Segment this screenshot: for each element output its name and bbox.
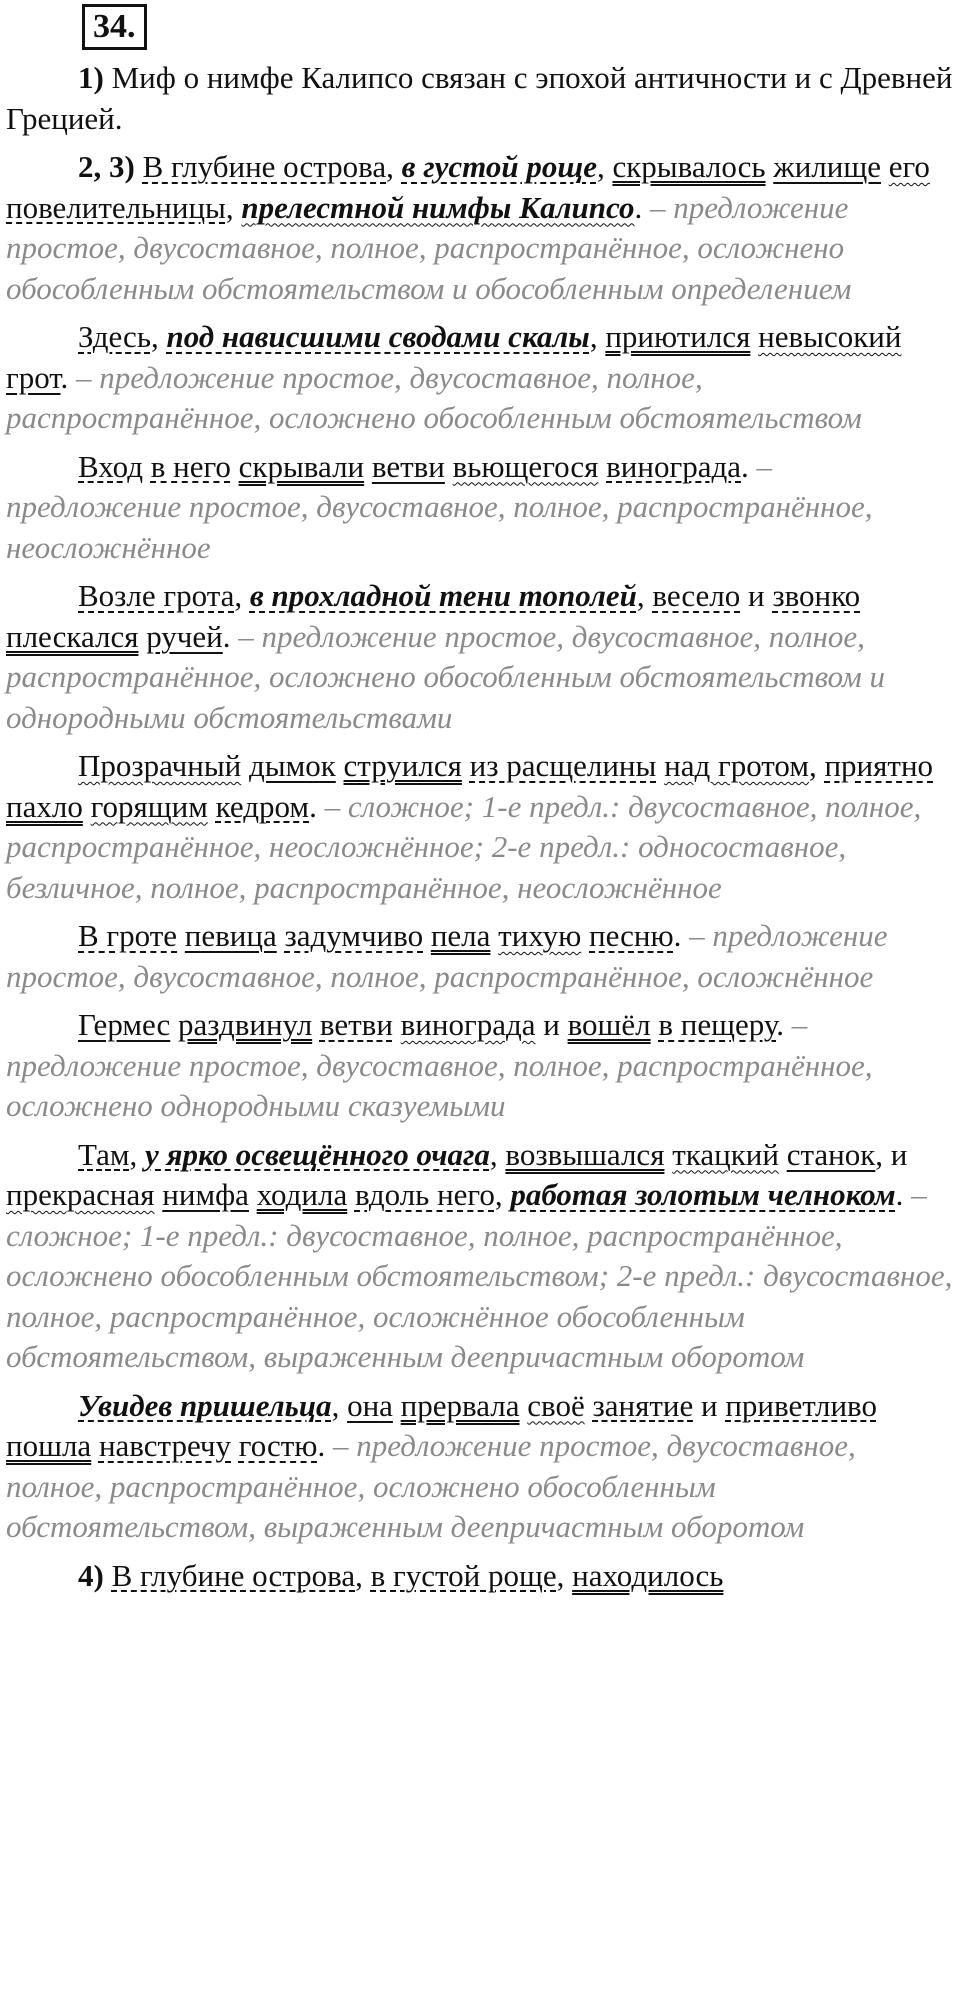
sentence-paragraph bbox=[6, 1135, 954, 1378]
sentence-member-predicate: ходила bbox=[256, 1177, 348, 1212]
punctuation bbox=[208, 789, 216, 824]
punctuation bbox=[170, 1007, 178, 1042]
sentence-member-predicate: плескался bbox=[6, 618, 139, 654]
punctuation bbox=[231, 449, 239, 484]
sentence-member-object-or-adverbial: навстречу bbox=[98, 1428, 232, 1463]
punctuation bbox=[445, 449, 453, 484]
sentence-member-predicate: пела bbox=[430, 918, 491, 953]
punctuation: , bbox=[355, 1557, 371, 1593]
sentence-member-object-or-adverbial: гостю bbox=[238, 1428, 318, 1463]
punctuation bbox=[364, 449, 372, 484]
task-1-label: 1) bbox=[78, 60, 104, 95]
punctuation: , bbox=[808, 748, 825, 783]
punctuation: , bbox=[489, 1136, 506, 1172]
sentence-member-object-or-adverbial: вдоль него bbox=[354, 1177, 495, 1212]
punctuation: . bbox=[60, 359, 69, 395]
sentence-member-predicate: находилось bbox=[572, 1557, 724, 1593]
sentence-paragraph bbox=[6, 147, 954, 309]
sentence-member-object-or-adverbial: Возле грота bbox=[78, 578, 235, 613]
task-4-label: 4) bbox=[78, 1557, 104, 1593]
sentence-analysis: – сложное; 1-е предл.: двусоставное, полное, распространённое, неосложнённое; 2-е предл.: односоставное, безличное, полное, распространённое, неосложнённое bbox=[6, 788, 922, 905]
punctuation: . bbox=[634, 189, 643, 225]
sentence-paragraph bbox=[6, 1005, 954, 1127]
sentence-member-object-or-adverbial: приветливо bbox=[725, 1387, 877, 1423]
sentence-member-subject: Гермес bbox=[78, 1007, 171, 1042]
sentence-member-isolated-adverbial: у ярко освещённого очага bbox=[145, 1136, 490, 1172]
punctuation bbox=[750, 319, 758, 354]
sentence-paragraph bbox=[6, 746, 954, 908]
sentence-member-predicate: пахло bbox=[6, 788, 83, 824]
sentence-member-isolated-adverbial: Увидев пришельца bbox=[78, 1387, 332, 1423]
sentence-analysis: – предложение простое, двусоставное, полное, распространённое, осложнённое bbox=[6, 918, 888, 994]
sentence-member-attribute: Прозрачный bbox=[78, 748, 242, 783]
sentence-member-subject: ручей bbox=[146, 618, 223, 654]
sentence-member-object-or-adverbial: Вход bbox=[78, 448, 143, 484]
sentence-member-object-or-adverbial: занятие bbox=[592, 1387, 694, 1423]
sentence-member-object-or-adverbial: В гроте bbox=[78, 918, 178, 953]
punctuation bbox=[83, 789, 91, 824]
punctuation: , bbox=[596, 149, 613, 184]
punctuation: , bbox=[129, 1136, 146, 1172]
punctuation bbox=[249, 1177, 257, 1212]
task-4-paragraph bbox=[6, 1556, 954, 1597]
sentence-member-object-or-adverbial: В глубине острова bbox=[142, 149, 387, 184]
punctuation: , bbox=[636, 578, 653, 613]
punctuation: . bbox=[776, 1007, 784, 1042]
punctuation bbox=[598, 449, 606, 484]
sentence-member-predicate: пошла bbox=[6, 1428, 92, 1463]
punctuation: . bbox=[222, 618, 231, 654]
sentence-list bbox=[6, 147, 954, 1548]
punctuation bbox=[91, 1428, 99, 1463]
punctuation: . bbox=[673, 918, 682, 953]
sentence-analysis: – предложение простое, двусоставное, полное, распространённое, неосложнённое bbox=[6, 448, 873, 565]
sentence-member-object-or-adverbial: кедром bbox=[215, 788, 310, 824]
sentence-member-predicate: вошёл bbox=[567, 1007, 651, 1042]
punctuation: . bbox=[309, 788, 317, 824]
task-4-text bbox=[112, 1558, 724, 1593]
sentence-member-object-or-adverbial: весело bbox=[652, 578, 741, 613]
sentence-member-isolated-adverbial: работая золотым челноком bbox=[510, 1177, 896, 1212]
sentence-analysis: – предложение простое, двусоставное, полное, распространённое, осложнено обособленным обстоятельством, выраженным деепричастным оборотом bbox=[6, 1428, 856, 1544]
punctuation bbox=[336, 748, 344, 783]
punctuation bbox=[656, 748, 664, 783]
sentence-analysis: – предложение простое, двусоставное, полное, распространённое, осложнено однородными сказуемыми bbox=[6, 1007, 873, 1123]
sentence-analysis: – предложение простое, двусоставное, полное, распространённое, осложнено обособленным обстоятельством и однородными обстоятельствами bbox=[6, 618, 886, 735]
punctuation bbox=[393, 1388, 401, 1423]
sentence-member-predicate: прервала bbox=[400, 1387, 520, 1423]
sentence-paragraph bbox=[6, 576, 954, 738]
sentence-member-subject: она bbox=[347, 1387, 393, 1423]
punctuation: , bbox=[234, 578, 250, 613]
sentence-member-attribute: прекрасная bbox=[6, 1177, 155, 1212]
punctuation bbox=[423, 918, 431, 953]
document-page bbox=[6, 0, 954, 1596]
sentence-member-object-or-adverbial: приятно bbox=[824, 748, 934, 783]
sentence-member-object-or-adverbial: задумчиво bbox=[284, 918, 424, 953]
punctuation: . bbox=[895, 1177, 904, 1212]
punctuation: , bbox=[589, 319, 606, 354]
sentence-member-predicate: приютился bbox=[605, 319, 751, 354]
sentence-member-attribute: вьющегося bbox=[452, 448, 599, 484]
sentence-member-subject: певица bbox=[184, 918, 277, 953]
sentence-member-predicate: возвышался bbox=[505, 1136, 665, 1172]
sentence-analysis: – сложное; 1-е предл.: двусоставное, полное, распространённое, осложнено обособленным обстоятельством; 2-е предл.: двусоставное, полное, распространённое, осложнённое обособленным обстоятельством, выраженным деепричастным оборотом bbox=[6, 1177, 953, 1374]
sentence-member-object-or-adverbial: в густой роще bbox=[370, 1557, 557, 1593]
sentence-member-object-or-adverbial: В глубине острова bbox=[111, 1557, 356, 1593]
sentence-member-isolated-attribute: прелестной нимфы Калипсо bbox=[241, 189, 635, 225]
sentence-member-attribute: ткацкий bbox=[672, 1136, 779, 1172]
task-1-text: Миф о нимфе Калипсо связан с эпохой античности и с Древней Грецией. bbox=[6, 60, 953, 136]
sentence-member-attribute: своё bbox=[527, 1387, 585, 1423]
sentence-member-object-or-adverbial: Там bbox=[78, 1136, 130, 1172]
sentence-member-object-or-adverbial: в него bbox=[150, 448, 231, 484]
sentence-member-object-or-adverbial: в пещеру bbox=[658, 1007, 777, 1042]
punctuation: , и bbox=[875, 1136, 908, 1172]
punctuation: , bbox=[331, 1387, 348, 1423]
task-1-paragraph bbox=[6, 58, 954, 139]
punctuation: . bbox=[317, 1428, 326, 1463]
punctuation: , bbox=[386, 149, 402, 184]
sentence-analysis: – предложение простое, двусоставное, полное, распространённое, осложнено обособленным обстоятельством bbox=[6, 359, 862, 435]
sentence-member-object-or-adverbial: повелительницы bbox=[6, 189, 226, 225]
punctuation: , bbox=[556, 1557, 573, 1593]
sentence-member-subject: жилище bbox=[773, 149, 881, 184]
sentence-member-subject: дымок bbox=[249, 748, 336, 783]
punctuation bbox=[393, 1007, 401, 1042]
sentence-member-object-or-adverbial: винограда bbox=[606, 448, 741, 484]
punctuation bbox=[490, 918, 498, 953]
punctuation bbox=[462, 748, 470, 783]
sentence-member-attribute: горящим bbox=[90, 788, 208, 824]
sentence-member-predicate: скрывали bbox=[238, 448, 365, 484]
sentence-member-predicate: скрывалось bbox=[612, 149, 766, 184]
sentence-member-isolated-adverbial: в прохладной тени тополей bbox=[249, 578, 637, 613]
sentence-paragraph bbox=[6, 447, 954, 569]
sentence-member-predicate: раздвинул bbox=[178, 1007, 313, 1042]
sentence-member-predicate: струился bbox=[343, 748, 462, 783]
sentence-member-subject: нимфа bbox=[162, 1177, 249, 1212]
sentence-member-object-or-adverbial: Здесь bbox=[78, 319, 151, 354]
punctuation bbox=[241, 748, 249, 783]
sentence-member-object-or-adverbial: песню bbox=[589, 918, 674, 953]
punctuation bbox=[779, 1137, 787, 1172]
punctuation: и bbox=[535, 1007, 568, 1042]
sentence-member-isolated-adverbial: под нависшими сводами скалы bbox=[166, 319, 590, 354]
exercise-number: 34. bbox=[82, 4, 147, 50]
sentence-paragraph bbox=[6, 916, 954, 997]
sentence-member-object-or-adverbial: звонко bbox=[772, 578, 861, 613]
sentence-member-attribute: его bbox=[888, 149, 930, 184]
punctuation: , bbox=[494, 1177, 511, 1212]
sentence-analysis: – предложение простое, двусоставное, полное, распространённое, осложнено обособленным обстоятельством и обособленным определением bbox=[6, 189, 852, 306]
punctuation bbox=[177, 918, 185, 953]
punctuation bbox=[581, 918, 589, 953]
punctuation: и bbox=[693, 1387, 726, 1423]
punctuation: , bbox=[225, 189, 242, 225]
sentence-member-subject: станок bbox=[786, 1136, 876, 1172]
punctuation bbox=[881, 149, 889, 184]
sentence-paragraph bbox=[6, 1386, 954, 1548]
punctuation bbox=[143, 449, 151, 484]
sentence-member-subject: ветви bbox=[371, 448, 445, 484]
sentence-member-subject: грот bbox=[6, 359, 61, 395]
punctuation bbox=[312, 1007, 320, 1042]
sentence-member-attribute: винограда bbox=[400, 1007, 536, 1042]
sentence-member-attribute: невысокий bbox=[758, 319, 902, 354]
sentence-member-isolated-adverbial: в густой роще bbox=[401, 149, 597, 184]
punctuation bbox=[347, 1177, 355, 1212]
punctuation: , bbox=[150, 319, 167, 354]
task-2-3-label: 2, 3) bbox=[78, 149, 143, 184]
sentence-member-attribute: тихую bbox=[498, 918, 582, 953]
sentence-member-object-or-adverbial: из расщелины bbox=[469, 748, 657, 783]
sentence-member-object-or-adverbial: ветви bbox=[319, 1007, 393, 1042]
punctuation: . bbox=[741, 448, 749, 484]
sentence-paragraph bbox=[6, 317, 954, 439]
punctuation bbox=[231, 1428, 239, 1463]
sentence-member-attribute: над гротом bbox=[664, 748, 809, 783]
punctuation: и bbox=[740, 578, 773, 613]
